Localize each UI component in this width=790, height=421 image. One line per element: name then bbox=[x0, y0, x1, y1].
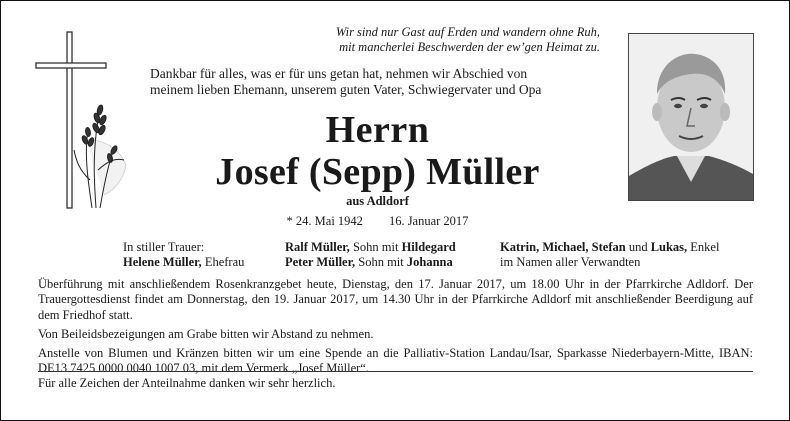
motto-verse bbox=[150, 25, 600, 55]
mourner-widow: Helene Müller, Ehefrau bbox=[123, 255, 245, 269]
mourning-heading: In stiller Trauer: bbox=[123, 240, 205, 254]
cross-with-wheat-icon bbox=[34, 30, 130, 212]
mourner-relatives: im Namen aller Verwandten bbox=[500, 255, 641, 269]
deceased-origin: aus Adldorf bbox=[346, 194, 409, 208]
intro-line-1: Dankbar für alles, was er für uns getan hat, nehmen wir Abschied von bbox=[150, 66, 528, 81]
mourner-son-peter: Peter Müller, Sohn mit Johanna bbox=[285, 255, 453, 269]
motto-line-2: mit mancherlei Beschwerden der ew’gen Heimat zu. bbox=[339, 40, 600, 54]
intro-text bbox=[150, 66, 600, 98]
death-date: 16. Januar 2017 bbox=[388, 214, 469, 228]
mourners-col-2 bbox=[285, 240, 456, 270]
condolence-note: Von Beileidsbezeigungen am Grabe bitten wir Abstand zu nehmen. bbox=[38, 326, 374, 341]
deceased-name: Josef (Sepp) Müller bbox=[215, 151, 540, 193]
mourner-son-ralf: Ralf Müller, Sohn mit Hildegard bbox=[285, 240, 456, 254]
funeral-details bbox=[38, 277, 753, 377]
intro-line-2: meinem lieben Ehemann, unserem guten Vater, Schwiegervater und Opa bbox=[150, 82, 542, 97]
donation-note: Anstelle von Blumen und Kränzen bitten wir um eine Spende an die Palliativ-Station Landau/Isar, Sparkasse Niederbayern-Mitte, IBAN: DE13 7425 0000 0040 1007 03, mit dem Vermerk „Josef Müller“. bbox=[38, 346, 753, 376]
closing-thanks: Für alle Zeichen der Anteilnahme danken wir sehr herzlich. bbox=[38, 376, 336, 390]
mourner-grandchildren: Katrin, Michael, Stefan und Lukas, Enkel bbox=[500, 240, 720, 254]
motto-line-1: Wir sind nur Gast auf Erden und wandern ohne Ruh, bbox=[335, 25, 600, 39]
mourners-col-1 bbox=[123, 240, 244, 270]
portrait-image bbox=[629, 34, 753, 200]
divider bbox=[38, 371, 753, 372]
funeral-schedule-text: Überführung mit anschließendem Rosenkranzgebet heute, Dienstag, den 17. Januar 2017, um 18.00 Uhr in der Pfarrkirche Adldorf. Der Trauergottesdienst findet am Donnerstag, den 19. Januar 2017, um 14.30 Uhr in der Pfarrkirche Adldorf mit anschließender Beerdigung auf dem Friedhof statt. bbox=[38, 277, 753, 322]
birth-date: * 24. Mai 1942 bbox=[286, 214, 363, 228]
salutation: Herrn bbox=[325, 109, 430, 151]
life-dates bbox=[150, 214, 605, 228]
portrait-photo bbox=[628, 33, 754, 201]
mourners-col-3 bbox=[500, 240, 719, 270]
